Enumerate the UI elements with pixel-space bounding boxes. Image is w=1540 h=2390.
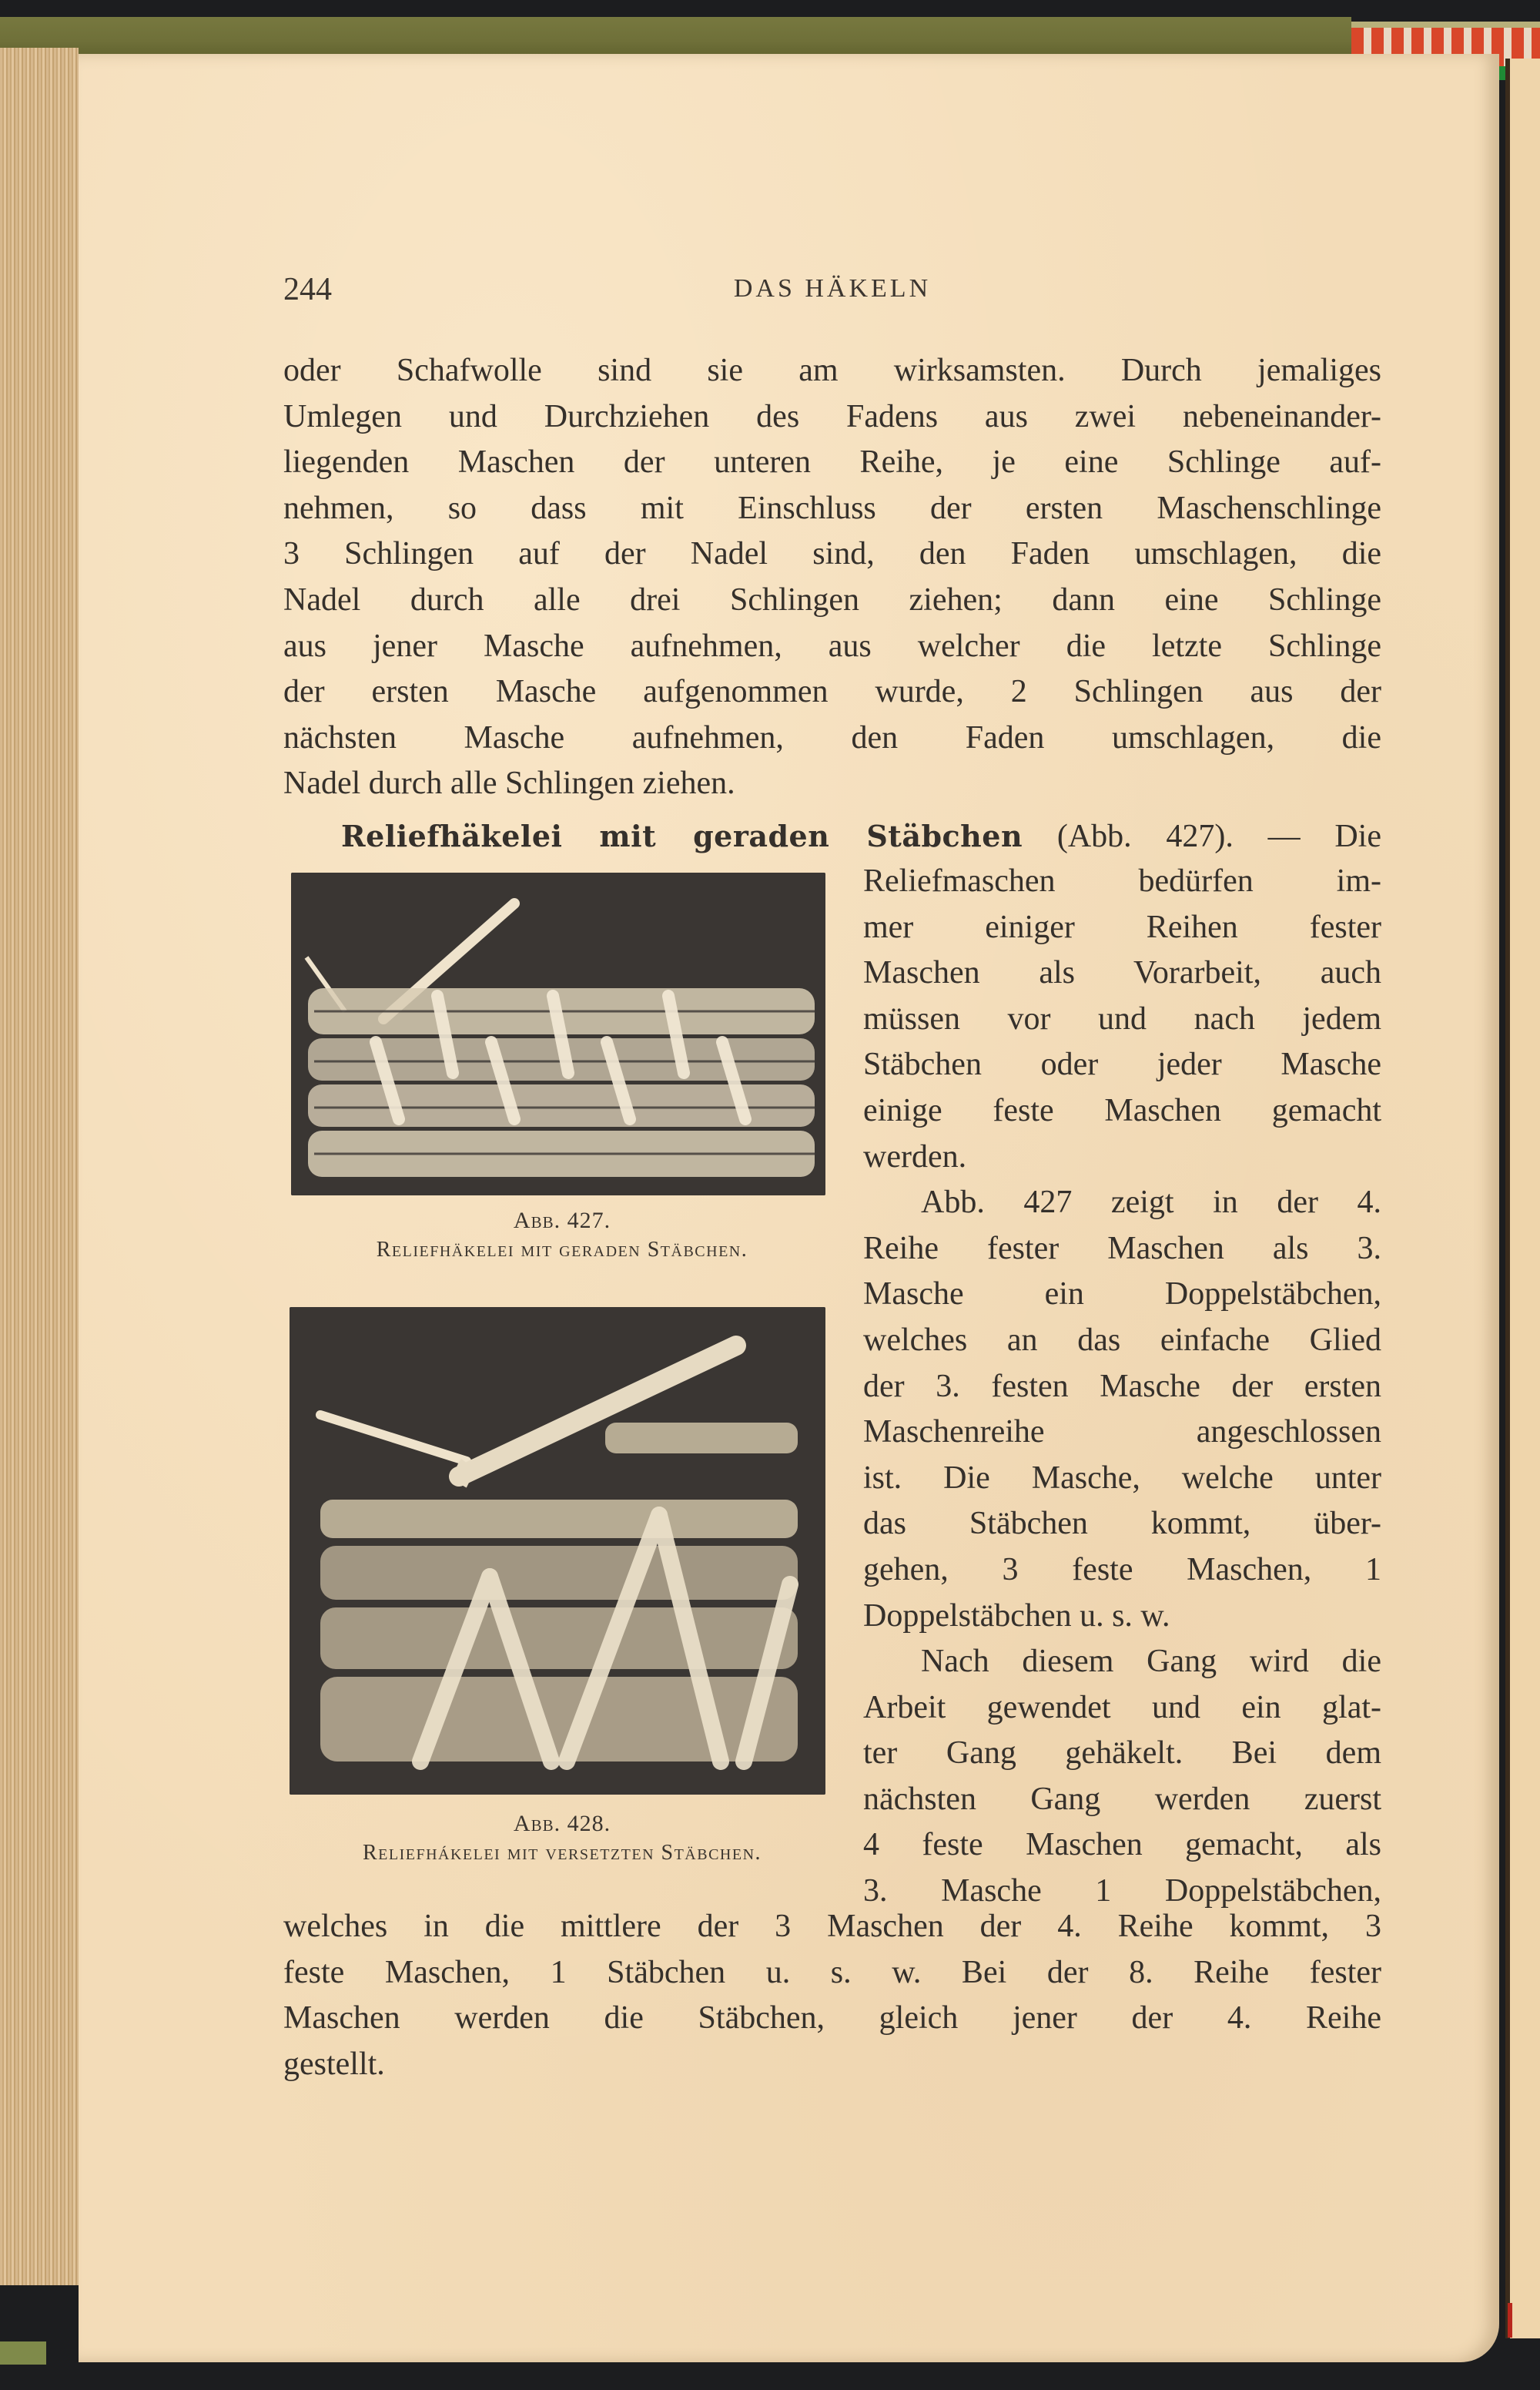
figure-title: Reliefhäkelei mit geraden Stäbchen. — [376, 1238, 748, 1262]
text-line: aus jener Masche aufnehmen, aus welcher die letzte Schlinge — [283, 628, 1381, 664]
text-line: 3 Schlingen auf der Nadel sind, den Faden umschlagen, die — [283, 536, 1381, 572]
crochet-offset-stitches-icon — [290, 1307, 825, 1795]
text-line: einige feste Maschen gemacht — [863, 1092, 1381, 1128]
text-line: Stäbchen oder jeder Masche — [863, 1047, 1381, 1083]
crochet-straight-stitches-icon — [291, 873, 825, 1195]
text-line: Umlegen und Durchziehen des Fadens aus zwei nebeneinander- — [283, 398, 1381, 434]
text-line: Maschenreihe angeschlossen — [863, 1414, 1381, 1450]
text-line: 3. Masche 1 Doppelstäbchen, — [863, 1873, 1381, 1909]
page-header — [283, 271, 1381, 317]
text-line: werden. — [863, 1138, 967, 1175]
figure-427-illustration — [291, 873, 825, 1195]
text-line: gehen, 3 feste Maschen, 1 — [863, 1551, 1381, 1587]
figure-428-illustration — [290, 1307, 825, 1795]
text-line: der 3. festen Masche der ersten — [863, 1368, 1381, 1404]
paragraph-bottom — [283, 1904, 1381, 2087]
section-heading-line — [283, 813, 1381, 860]
figure-number: Abb. 428. — [513, 1811, 611, 1836]
figure-427-caption — [277, 1205, 847, 1264]
text-line: nächsten Gang werden zuerst — [863, 1781, 1381, 1817]
paragraph-top — [283, 348, 1381, 807]
text-line: der ersten Masche aufgenommen wurde, 2 Schlingen aus der — [283, 674, 1381, 710]
text-line: Abb. 427 zeigt in der 4. — [921, 1185, 1381, 1221]
text-line: ist. Die Masche, welche unter — [863, 1460, 1381, 1496]
text-line: ter Gang gehäkelt. Bei dem — [863, 1735, 1381, 1772]
text-line: feste Maschen, 1 Stäbchen u. s. w. Bei der 8. Reihe fester — [283, 1954, 1381, 1990]
text-line: oder Schafwolle sind sie am wirksamsten. Durch jemaliges — [283, 353, 1381, 388]
text-line: das Stäbchen kommt, über- — [863, 1506, 1381, 1542]
section-title: Reliefhäkelei mit geraden Stäbchen — [341, 819, 1023, 853]
figure-number: Abb. 427. — [513, 1208, 611, 1233]
section-heading — [283, 813, 1381, 860]
text-line: Nadel durch alle drei Schlingen ziehen; dann eine Schlinge — [283, 582, 1381, 618]
book-cover-edge — [0, 17, 1351, 57]
text-line: gestellt. — [283, 2046, 385, 2082]
text-line: liegenden Maschen der unteren Reihe, je eine Schlinge auf- — [283, 444, 1381, 481]
text-line: Masche ein Doppelstäbchen, — [863, 1276, 1381, 1312]
page-stack-edges — [0, 48, 79, 2285]
text-line: mer einiger Reihen fester — [863, 909, 1381, 945]
text-line: Arbeit gewendet und ein glat- — [863, 1689, 1381, 1725]
right-column-text — [863, 859, 1381, 1915]
running-head: DAS HÄKELN — [733, 274, 932, 303]
page-number: 244 — [283, 272, 332, 307]
text-line: welches an das einfache Glied — [863, 1322, 1381, 1358]
text-line: welches in die mittlere der 3 Maschen der 4. Reihe kommt, 3 — [283, 1909, 1381, 1944]
text-line: Reihe fester Maschen als 3. — [863, 1230, 1381, 1266]
book-cover-corner — [0, 2341, 46, 2365]
text-line: Nach diesem Gang wird die — [921, 1644, 1381, 1680]
figure-title: Reliefhákelei mit versetzten Stäbchen. — [362, 1841, 762, 1865]
section-heading-rest: (Abb. 427). — Die — [1023, 819, 1381, 854]
figure-428-caption — [277, 1808, 847, 1867]
text-line: nehmen, so dass mit Einschluss der ersten Maschenschlinge — [283, 490, 1381, 526]
text-line: Maschen als Vorarbeit, auch — [863, 955, 1381, 991]
text-line: Doppelstäbchen u. s. w. — [863, 1597, 1170, 1634]
red-page-edge — [1508, 2303, 1512, 2338]
text-line: Maschen werden die Stäbchen, gleich jener der 4. Reihe — [283, 2000, 1381, 2036]
text-line: müssen vor und nach jedem — [863, 1001, 1381, 1037]
text-line: nächsten Masche aufnehmen, den Faden umschlagen, die — [283, 719, 1381, 756]
facing-page-edge — [1505, 59, 1540, 2338]
text-line: 4 feste Maschen gemacht, als — [863, 1827, 1381, 1863]
text-line: Reliefmaschen bedürfen im- — [863, 863, 1381, 899]
text-line: Nadel durch alle Schlingen ziehen. — [283, 766, 735, 802]
